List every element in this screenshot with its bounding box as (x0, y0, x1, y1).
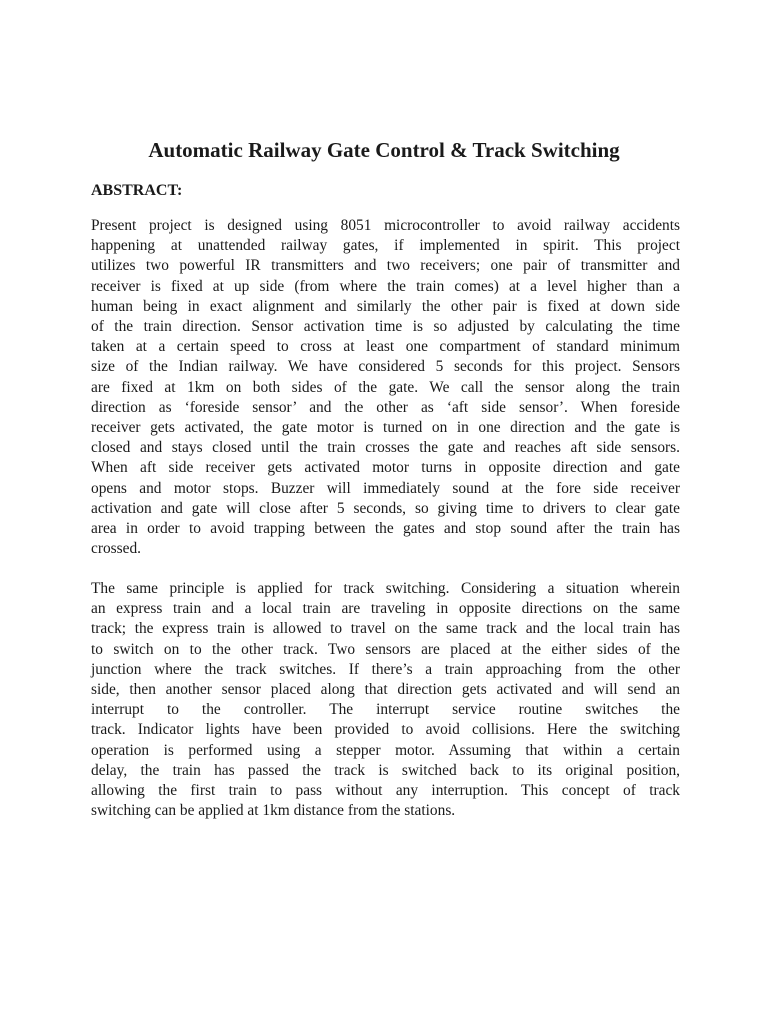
paragraph-line: direction as ‘foreside sensor’ and the other as ‘aft side sensor’. When foreside (91, 398, 680, 416)
paragraph-line: happening at unattended railway gates, if implemented in spirit. This project (91, 237, 680, 255)
paragraph-line: utilizes two powerful IR transmitters and two receivers; one pair of transmitter and (91, 257, 680, 275)
paragraph-line: Present project is designed using 8051 microcontroller to avoid railway accidents (91, 217, 680, 234)
paragraph-line: taken at a certain speed to cross at least one compartment of standard minimum (91, 338, 680, 356)
paragraph-line: to switch on to the other track. Two sensors are placed at the either sides of the (91, 640, 680, 658)
paragraph-line: size of the Indian railway. We have considered 5 seconds for this project. Sensors (91, 358, 680, 376)
paragraph-line: human being in exact alignment and similarly the other pair is fixed at down side (91, 297, 680, 315)
paragraph-line: track; the express train is allowed to travel on the same track and the local train has (91, 620, 680, 638)
paragraph-line: side, then another sensor placed along that direction gets activated and will send an (91, 681, 680, 699)
paragraph-line: receiver gets activated, the gate motor is turned on in one direction and the gate is (91, 419, 680, 437)
paragraph-line: opens and motor stops. Buzzer will immediately sound at the fore side receiver (91, 479, 680, 497)
abstract-paragraph-2 (91, 579, 680, 821)
paragraph-line: an express train and a local train are traveling in opposite directions on the same (91, 600, 680, 618)
paragraph-line: operation is performed using a stepper motor. Assuming that within a certain (91, 741, 680, 759)
paragraph-line: crossed. (91, 540, 142, 558)
paragraph-line: activation and gate will close after 5 seconds, so giving time to drivers to clear gate (91, 499, 680, 517)
paragraph-line: When aft side receiver gets activated motor turns in opposite direction and gate (91, 459, 680, 477)
paragraph-line: junction where the track switches. If there’s a train approaching from the other (91, 660, 680, 678)
paragraph-line: track. Indicator lights have been provided to avoid collisions. Here the switching (91, 721, 680, 739)
paragraph-line: are fixed at 1km on both sides of the gate. We call the sensor along the train (91, 378, 680, 396)
paragraph-line: area in order to avoid trapping between the gates and stop sound after the train has (91, 520, 680, 538)
paragraph-line: of the train direction. Sensor activation time is so adjusted by calculating the time (91, 318, 680, 336)
paragraph-line: switching can be applied at 1km distance from the stations. (91, 802, 456, 820)
paragraph-line: The same principle is applied for track switching. Considering a situation wherein (91, 580, 680, 597)
paragraph-line: receiver is fixed at up side (from where the train comes) at a level higher than a (91, 277, 680, 295)
paragraph-line: delay, the train has passed the track is switched back to its original position, (91, 761, 680, 779)
abstract-paragraph-1 (91, 216, 680, 559)
paragraph-line: closed and stays closed until the train crosses the gate and reaches aft side sensors. (91, 439, 680, 457)
paragraph-line: interrupt to the controller. The interrupt service routine switches the (91, 701, 680, 719)
document-title: Automatic Railway Gate Control & Track Switching (148, 138, 620, 162)
paragraph-line: allowing the first train to pass without any interruption. This concept of track (91, 782, 680, 800)
abstract-heading: ABSTRACT: (91, 182, 183, 199)
